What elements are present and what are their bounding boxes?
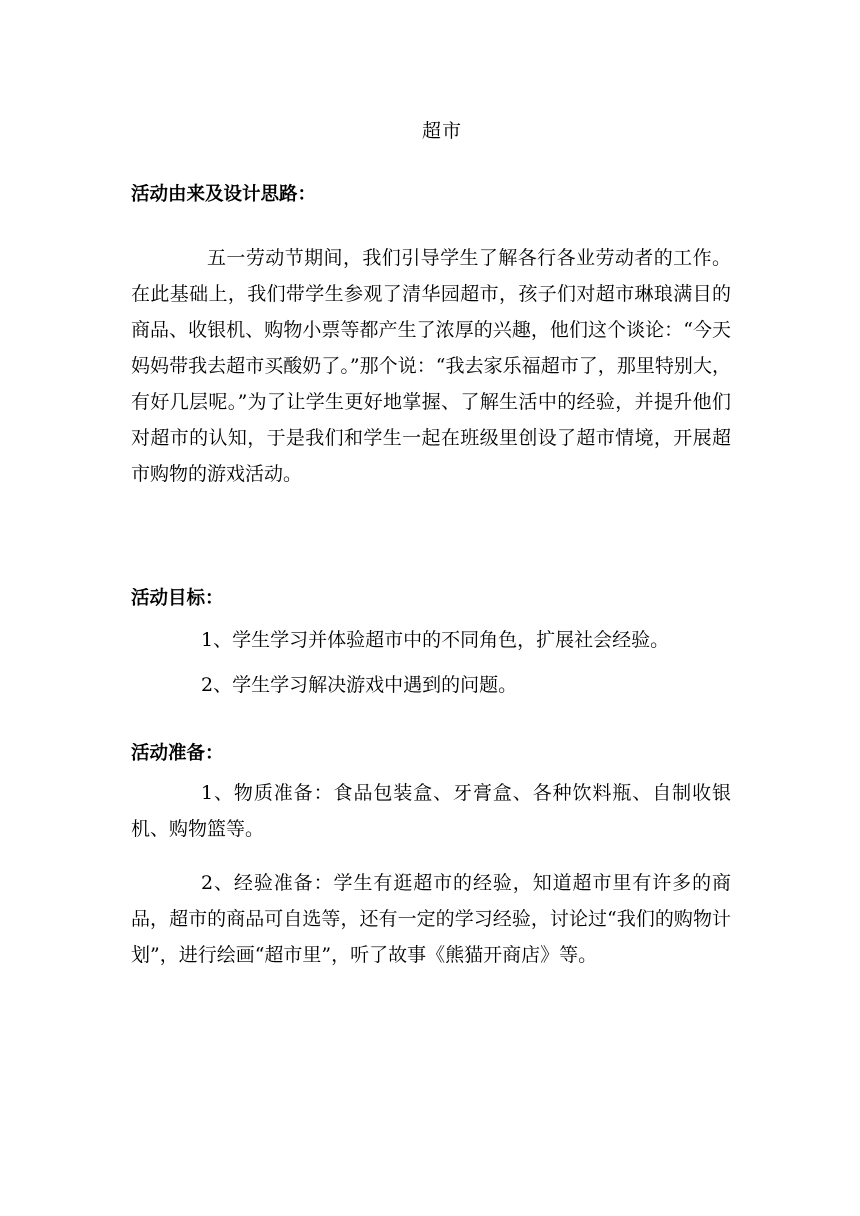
preparation-item-1: 1、物质准备：食品包装盒、牙膏盒、各种饮料瓶、自制收银机、购物篮等。: [131, 782, 731, 840]
goal-item-2: 2、学生学习解决游戏中遇到的问题。: [201, 674, 518, 696]
section-heading-goals: 活动目标：: [131, 588, 224, 609]
document-title: 超市: [421, 120, 462, 142]
origin-paragraph: 五一劳动节期间，我们引导学生了解各行各业劳动者的工作。在此基础上，我们带学生参观了清华园超市，孩子们对超市琳琅满目的商品、收银机、购物小票等都产生了浓厚的兴趣，他们这个谈论：“今天妈妈带我去超市买酸奶了。”那个说：“我去家乐福超市了，那里特别大，有好几层呢。”为了让学生更好地掌握、了解生活中的经验，并提升他们对超市的认知，于是我们和学生一起在班级里创设了超市情境，开展超市购物的游戏活动。: [131, 247, 731, 485]
preparation-item-2: 2、经验准备：学生有逛超市的经验，知道超市里有许多的商品，超市的商品可自选等，还有一定的学习经验，讨论过“我们的购物计划”，进行绘画“超市里”，听了故事《熊猫开商店》等。: [131, 872, 731, 966]
goal-item-1: 1、学生学习并体验超市中的不同角色，扩展社会经验。: [201, 629, 670, 651]
section-heading-origin: 活动由来及设计思路：: [131, 184, 317, 205]
section-heading-preparation: 活动准备：: [131, 743, 224, 764]
